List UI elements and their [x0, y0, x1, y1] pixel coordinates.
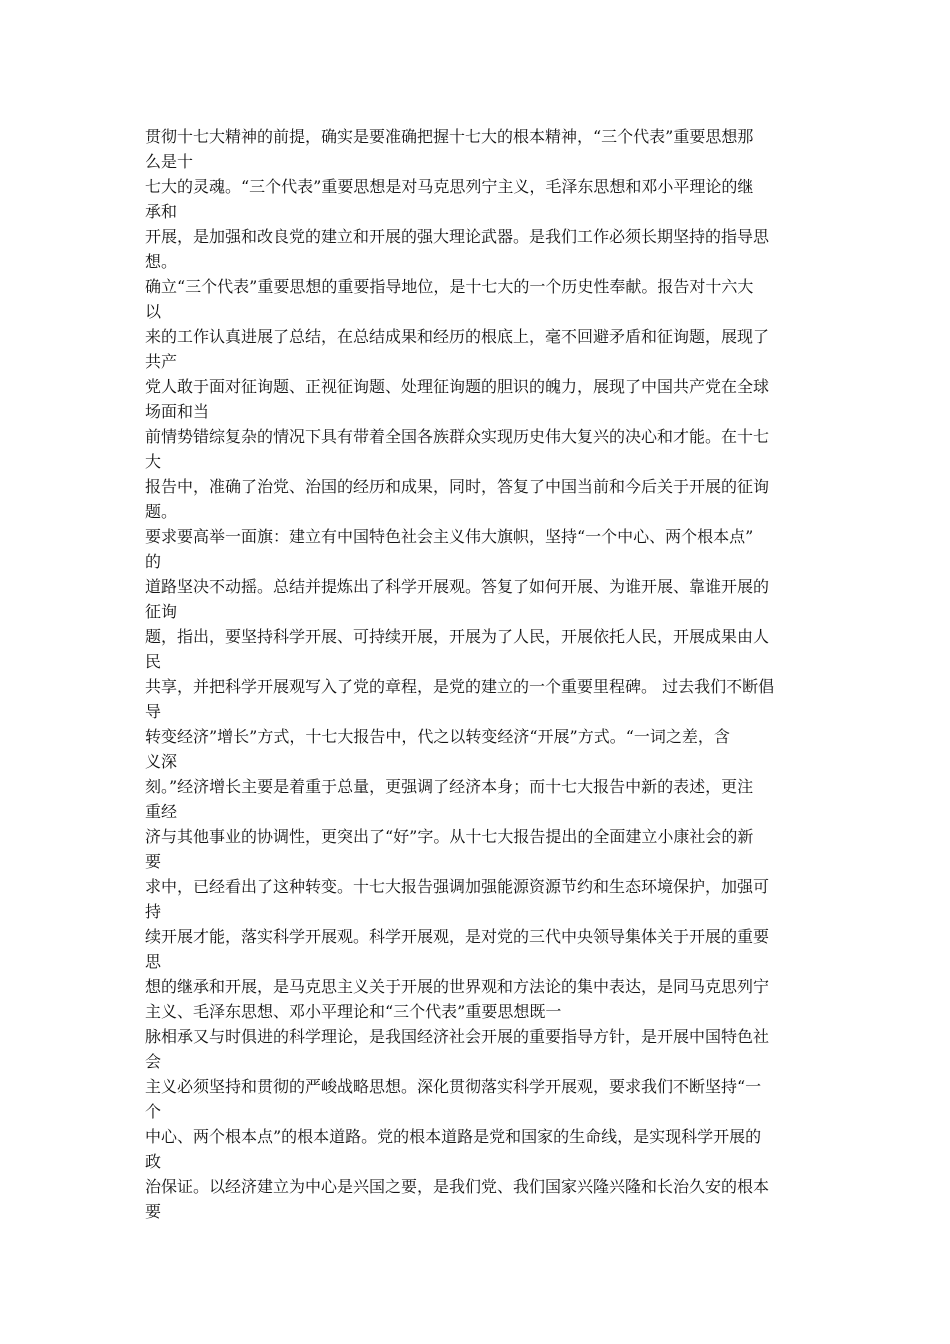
text-line: 贯彻十七大精神的前提，确实是要准确把握十七大的根本精神，“三个代表”重要思想那 [145, 127, 754, 146]
text-line: 民 [145, 652, 162, 671]
text-line: 的 [145, 552, 162, 571]
document-body-text [145, 124, 815, 1224]
text-line: 共享，并把科学开展观写入了党的章程，是党的建立的一个重要里程碑。 过去我们不断倡 [145, 677, 775, 696]
text-line: 大 [145, 452, 162, 471]
text-line: 来的工作认真进展了总结，在总结成果和经历的根底上，毫不回避矛盾和征询题，展现了 [145, 327, 770, 346]
text-line: 前情势错综复杂的情况下具有带着全国各族群众实现历史伟大复兴的决心和才能。在十七 [145, 427, 770, 446]
text-line: 征询 [145, 602, 178, 621]
text-line: 政 [145, 1152, 162, 1171]
text-line: 持 [145, 902, 162, 921]
text-line: 主义必须坚持和贯彻的严峻战略思想。深化贯彻落实科学开展观，要求我们不断坚持“一 [145, 1077, 762, 1096]
text-line: 开展，是加强和改良党的建立和开展的强大理论武器。是我们工作必须长期坚持的指导思 [145, 227, 770, 246]
text-line: 要 [145, 852, 162, 871]
text-line: 中心、两个根本点”的根本道路。党的根本道路是党和国家的生命线，是实现科学开展的 [145, 1127, 762, 1146]
text-line: 以 [145, 302, 162, 321]
text-line: 承和 [145, 202, 178, 221]
text-line: 济与其他事业的协调性，更突出了“好”字。从十七大报告提出的全面建立小康社会的新 [145, 827, 754, 846]
text-line: 报告中，准确了治党、治国的经历和成果，同时，答复了中国当前和今后关于开展的征询 [145, 477, 770, 496]
text-line: 题，指出，要坚持科学开展、可持续开展，开展为了人民，开展依托人民，开展成果由人 [145, 627, 770, 646]
text-line: 转变经济”增长”方式，十七大报告中，代之以转变经济“开展”方式。“一词之差，含 [145, 727, 730, 746]
text-line: 道路坚决不动摇。总结并提炼出了科学开展观。答复了如何开展、为谁开展、靠谁开展的 [145, 577, 770, 596]
text-line: 七大的灵魂。“三个代表”重要思想是对马克思列宁主义，毛泽东思想和邓小平理论的继 [145, 177, 754, 196]
text-line: 续开展才能，落实科学开展观。科学开展观，是对党的三代中央领导集体关于开展的重要 [145, 927, 770, 946]
text-line: 义深 [145, 752, 178, 771]
text-line: 要求要高举一面旗：建立有中国特色社会主义伟大旗帜，坚持“一个中心、两个根本点” [145, 527, 754, 546]
text-line: 脉相承又与时俱进的科学理论，是我国经济社会开展的重要指导方针，是开展中国特色社 [145, 1027, 770, 1046]
text-line: 想的继承和开展，是马克思主义关于开展的世界观和方法论的集中表达，是同马克思列宁 [145, 977, 770, 996]
text-line: 思 [145, 952, 162, 971]
text-line: 题。 [145, 502, 178, 521]
text-line: 场面和当 [145, 402, 210, 421]
text-line: 主义、毛泽东思想、邓小平理论和“三个代表”重要思想既一 [145, 1002, 562, 1021]
text-line: 治保证。以经济建立为中心是兴国之要，是我们党、我们国家兴隆兴隆和长治久安的根本 [145, 1177, 770, 1196]
text-line: 求中，已经看出了这种转变。十七大报告强调加强能源资源节约和生态环境保护，加强可 [145, 877, 770, 896]
text-line: 想。 [145, 252, 178, 271]
text-line: 么是十 [145, 152, 194, 171]
text-line: 确立“三个代表”重要思想的重要指导地位，是十七大的一个历史性奉献。报告对十六大 [145, 277, 754, 296]
text-line: 刻。”经济增长主要是着重于总量，更强调了经济本身；而十七大报告中新的表述，更注 [145, 777, 754, 796]
text-line: 导 [145, 702, 162, 721]
text-line: 重经 [145, 802, 178, 821]
text-line: 个 [145, 1102, 162, 1121]
text-line: 共产 [145, 352, 178, 371]
text-line: 要 [145, 1202, 162, 1221]
text-line: 会 [145, 1052, 162, 1071]
text-line: 党人敢于面对征询题、正视征询题、处理征询题的胆识的魄力，展现了中国共产党在全球 [145, 377, 770, 396]
